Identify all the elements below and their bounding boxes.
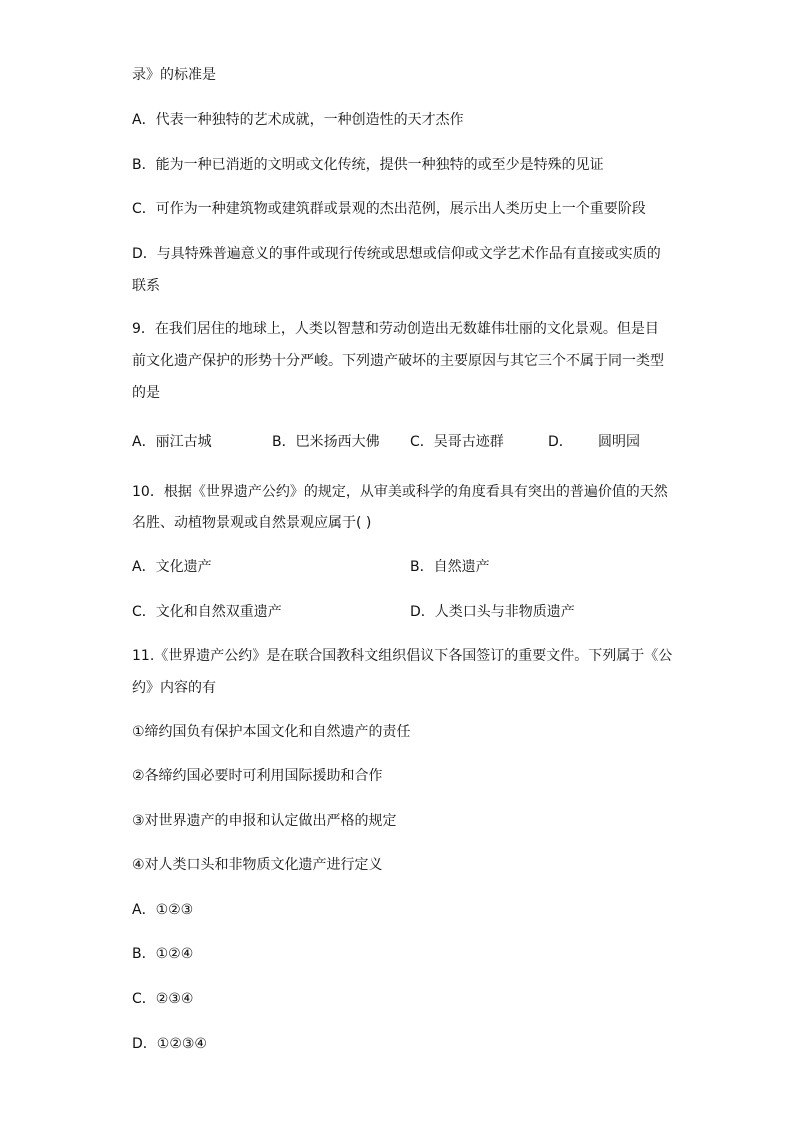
q10-stem-line1: 10．根据《世界遗产公约》的规定，从审美或科学的角度看具有突出的普遍价值的天然 — [132, 484, 668, 500]
q11-option-b: B．①②④ — [132, 946, 194, 962]
q10-option-b: B．自然遗产 — [410, 559, 490, 575]
q9-stem-line1: 9．在我们居住的地球上，人类以智慧和劳动创造出无数雄伟壮丽的文化景观。但是目 — [132, 321, 659, 337]
q10-stem-line2: 名胜、动植物景观或自然景观应属于( ) — [132, 515, 372, 531]
q10-option-a: A．文化遗产 — [132, 559, 212, 575]
q11-stem-line1: 11.《世界遗产公约》是在联合国教科文组织倡议下各国签订的重要文件。下列属于《公 — [132, 648, 673, 664]
q9-option-b: B．巴米扬西大佛 — [272, 434, 380, 450]
q9-option-d-letter: D． — [548, 434, 573, 450]
q11-item-2: ②各缔约国必要时可利用国际援助和合作 — [132, 768, 383, 784]
q11-option-c: C．②③④ — [132, 991, 194, 1007]
q9-option-c: C．吴哥古迹群 — [410, 434, 504, 450]
q11-item-3: ③对世界遗产的申报和认定做出严格的规定 — [132, 813, 397, 829]
q8-option-c: C．可作为一种建筑物或建筑群或景观的杰出范例，展示出人类历史上一个重要阶段 — [132, 201, 646, 217]
q10-option-d: D．人类口头与非物质遗产 — [410, 604, 575, 620]
q8-stem-tail: 录》的标准是 — [132, 67, 216, 83]
q8-option-a: A．代表一种独特的艺术成就，一种创造性的天才杰作 — [132, 112, 464, 128]
q11-item-4: ④对人类口头和非物质文化遗产进行定义 — [132, 857, 383, 873]
q8-option-b: B．能为一种已消逝的文明或文化传统，提供一种独特的或至少是特殊的见证 — [132, 157, 604, 173]
q10-option-c: C．文化和自然双重遗产 — [132, 604, 282, 620]
q11-item-1: ①缔约国负有保护本国文化和自然遗产的责任 — [132, 724, 411, 740]
q8-option-d-line1: D．与具特殊普遍意义的事件或现行传统或思想或信仰或文学艺术作品有直接或实质的 — [132, 246, 661, 262]
q9-option-d-text: 圆明园 — [598, 434, 640, 450]
q9-stem-line3: 的是 — [132, 385, 160, 401]
q9-stem-line2: 前文化遗产保护的形势十分严峻。下列遗产破坏的主要原因与其它三个不属于同一类型 — [132, 353, 664, 369]
q11-stem-line2: 约》内容的有 — [132, 680, 216, 696]
q8-option-d-line2: 联系 — [132, 278, 160, 294]
q9-option-a: A．丽江古城 — [132, 434, 212, 450]
q11-option-d: D．①②③④ — [132, 1036, 207, 1052]
q11-option-a: A．①②③ — [132, 902, 194, 918]
